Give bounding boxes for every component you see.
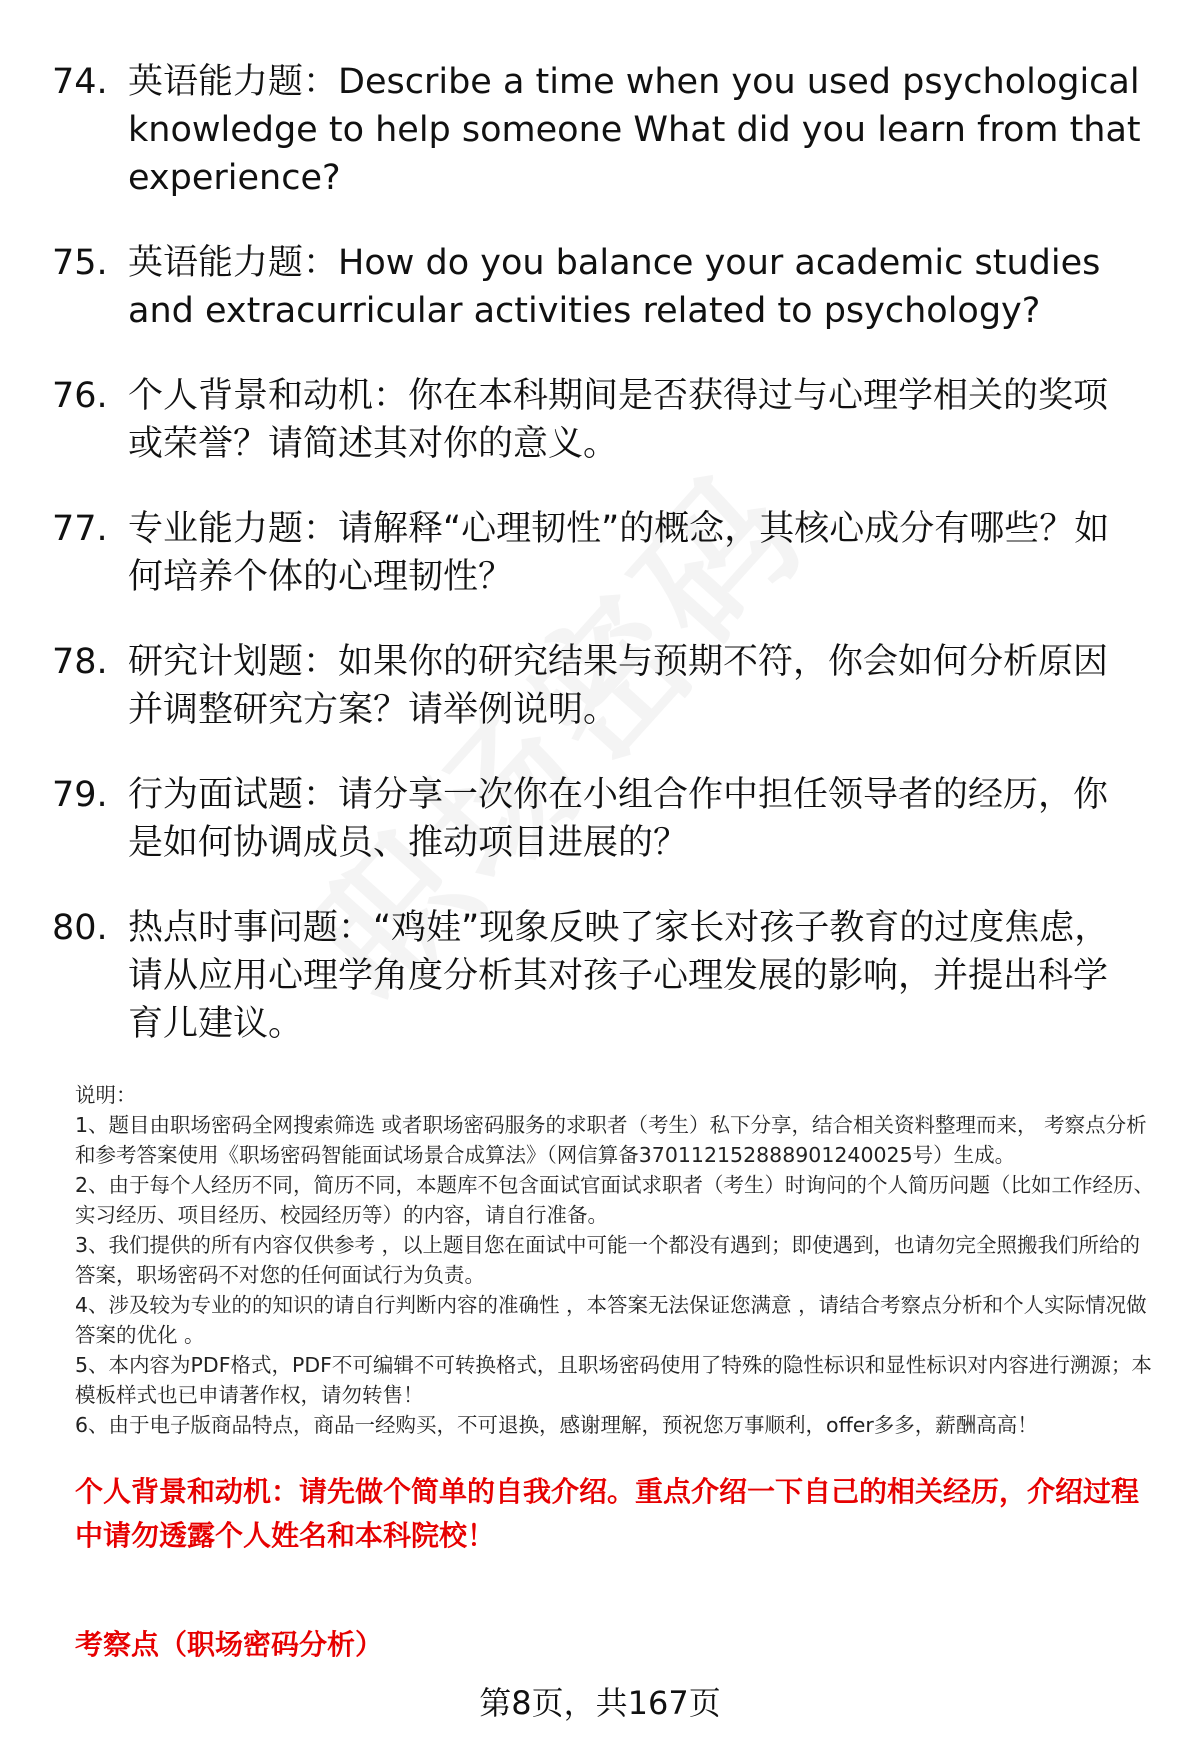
question-number: 77. bbox=[52, 509, 108, 549]
note-item: 2、由于每个人经历不同，简历不同，本题库不包含面试官面试求职者（考生）时询问的个人简历问题（比如工作经历、实习经历、项目经历、校园经历等）的内容，请自行准备。 bbox=[75, 1173, 1155, 1227]
question-text: 行为面试题：请分享一次你在小组合作中担任领导者的经历，你是如何协调成员、推动项目进展的？ bbox=[128, 775, 1109, 863]
question-text: 英语能力题：How do you balance your academic studies and extracurricular activities related to psychology? bbox=[128, 243, 1101, 331]
question-number: 76. bbox=[52, 376, 108, 416]
question-item bbox=[52, 505, 1142, 601]
question-item bbox=[52, 638, 1142, 734]
highlight-question: 个人背景和动机：请先做个简单的自我介绍。重点介绍一下自己的相关经历，介绍过程中请勿透露个人姓名和本科院校！ bbox=[75, 1475, 1140, 1552]
question-number: 78. bbox=[52, 642, 108, 682]
question-text: 研究计划题：如果你的研究结果与预期不符，你会如何分析原因并调整研究方案？请举例说明。 bbox=[128, 642, 1109, 730]
note-item: 6、由于电子版商品特点，商品一经购买，不可退换，感谢理解，预祝您万事顺利，offer多多，薪酬高高！ bbox=[75, 1413, 1038, 1437]
note-item: 4、涉及较为专业的的知识的请自行判断内容的准确性 ，本答案无法保证您满意 ，请结合考察点分析和个人实际情况做答案的优化 。 bbox=[75, 1293, 1147, 1347]
question-item bbox=[52, 239, 1142, 335]
question-number: 75. bbox=[52, 243, 108, 283]
question-item bbox=[52, 372, 1142, 468]
question-item bbox=[52, 904, 1142, 1048]
notes-section bbox=[75, 1080, 1155, 1440]
note-item: 1、题目由职场密码全网搜索筛选 或者职场密码服务的求职者（考生）私下分享，结合相关资料整理而来， 考察点分析和参考答案使用《职场密码智能面试场景合成算法》（网信算备370112152888901240025号）生成。 bbox=[75, 1113, 1147, 1167]
note-item: 5、本内容为PDF格式，PDF不可编辑不可转换格式，且职场密码使用了特殊的隐性标识和显性标识对内容进行溯源；本模板样式也已申请著作权，请勿转售！ bbox=[75, 1353, 1152, 1407]
question-list bbox=[52, 58, 1142, 1085]
question-number: 79. bbox=[52, 775, 108, 815]
question-number: 80. bbox=[52, 908, 108, 948]
question-text: 英语能力题：Describe a time when you used psychological knowledge to help someone What did you learn from that experience? bbox=[128, 62, 1141, 198]
notes-title: 说明： bbox=[75, 1083, 137, 1107]
question-text: 专业能力题：请解释“心理韧性”的概念，其核心成分有哪些？如何培养个体的心理韧性？ bbox=[128, 509, 1110, 597]
section-label: 考察点（职场密码分析） bbox=[75, 1628, 384, 1661]
question-number: 74. bbox=[52, 62, 108, 102]
question-text: 热点时事问题：“鸡娃”现象反映了家长对孩子教育的过度焦虑，请从应用心理学角度分析其对孩子心理发展的影响，并提出科学育儿建议。 bbox=[128, 908, 1110, 1044]
question-item bbox=[52, 771, 1142, 867]
note-item: 3、我们提供的所有内容仅供参考 ，以上题目您在面试中可能一个都没有遇到；即使遇到，也请勿完全照搬我们所给的答案，职场密码不对您的任何面试行为负责。 bbox=[75, 1233, 1141, 1287]
question-text: 个人背景和动机：你在本科期间是否获得过与心理学相关的奖项或荣誉？请简述其对你的意义。 bbox=[128, 376, 1109, 464]
question-item bbox=[52, 58, 1142, 202]
page-number: 第8页，共167页 bbox=[479, 1684, 721, 1722]
